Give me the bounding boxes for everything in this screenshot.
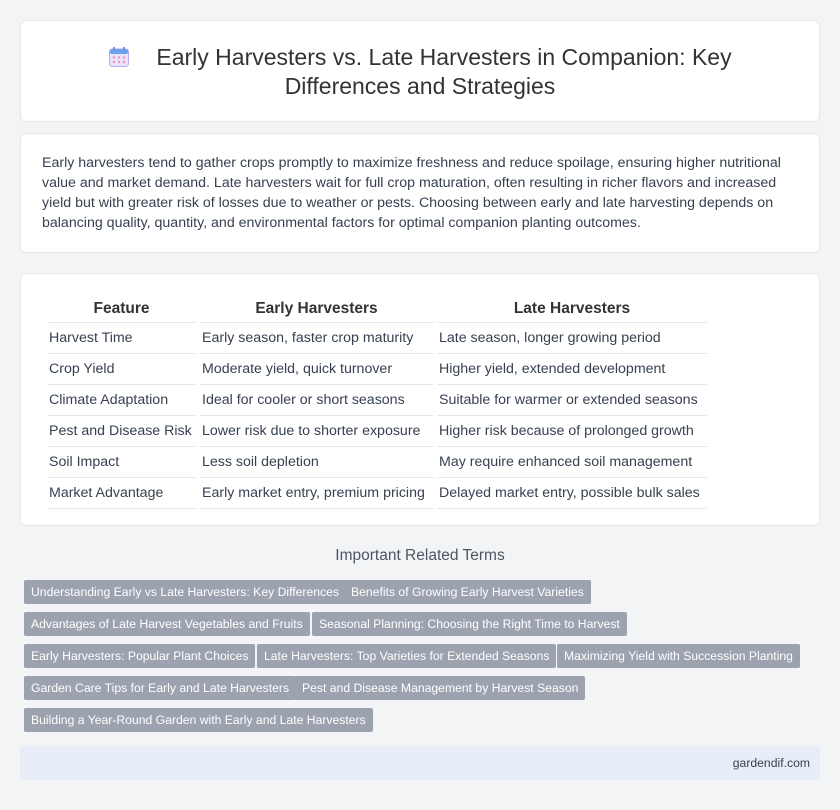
footer-site-link[interactable]: gardendif.com	[732, 756, 810, 770]
intro-paragraph: Early harvesters tend to gather crops promptly to maximize freshness and reduce spoilage, ensuring higher nutritional value and market demand. Late harvesters wait for full crop maturation, often resulting in richer flavors and increased yield but with greater risk of losses due to weather or pests. Choosing between early and late harvesting depends on balancing quality, quantity, and environmental factors for optimal companion planting outcomes.	[42, 155, 781, 231]
page-title: Early Harvesters vs. Late Harvesters in Companion: Key Differences and Strategies	[156, 44, 732, 99]
page-title-wrap	[21, 43, 819, 101]
comparison-table-card	[20, 273, 820, 526]
table-cell: Moderate yield, quick turnover	[200, 354, 433, 385]
table-cell: Crop Yield	[47, 354, 196, 385]
table-row	[47, 447, 707, 478]
calendar-icon	[108, 46, 130, 68]
table-cell: Harvest Time	[47, 323, 196, 354]
table-cell: Climate Adaptation	[47, 385, 196, 416]
table-cell: Higher yield, extended development	[437, 354, 707, 385]
table-header-row	[47, 296, 707, 323]
table-cell: Less soil depletion	[200, 447, 433, 478]
table-cell: Early season, faster crop maturity	[200, 323, 433, 354]
table-row	[47, 385, 707, 416]
related-tag[interactable]: Building a Year-Round Garden with Early and Late Harvesters	[24, 708, 373, 732]
table-cell: Ideal for cooler or short seasons	[200, 385, 433, 416]
header-card	[20, 20, 820, 122]
related-tag[interactable]: Understanding Early vs Late Harvesters: Key Differences	[24, 580, 346, 604]
table-row	[47, 478, 707, 509]
related-tag[interactable]: Late Harvesters: Top Varieties for Extended Seasons	[257, 644, 556, 668]
header-early: Early Harvesters	[200, 296, 433, 323]
comparison-table	[43, 296, 711, 509]
table-cell: Delayed market entry, possible bulk sales	[437, 478, 707, 509]
related-tag[interactable]: Seasonal Planning: Choosing the Right Time to Harvest	[312, 612, 627, 636]
table-cell: Lower risk due to shorter exposure	[200, 416, 433, 447]
related-tag[interactable]: Benefits of Growing Early Harvest Varieties	[344, 580, 591, 604]
table-cell: Market Advantage	[47, 478, 196, 509]
related-tag[interactable]: Early Harvesters: Popular Plant Choices	[24, 644, 255, 668]
related-tag[interactable]: Advantages of Late Harvest Vegetables and Fruits	[24, 612, 310, 636]
related-tag[interactable]: Garden Care Tips for Early and Late Harvesters	[24, 676, 296, 700]
table-row	[47, 354, 707, 385]
table-cell: Late season, longer growing period	[437, 323, 707, 354]
table-row	[47, 323, 707, 354]
table-row	[47, 416, 707, 447]
related-tag[interactable]: Maximizing Yield with Succession Planting	[557, 644, 800, 668]
table-cell: Higher risk because of prolonged growth	[437, 416, 707, 447]
table-cell: Suitable for warmer or extended seasons	[437, 385, 707, 416]
table-cell: May require enhanced soil management	[437, 447, 707, 478]
table-cell: Early market entry, premium pricing	[200, 478, 433, 509]
header-feature: Feature	[47, 296, 196, 323]
table-cell: Soil Impact	[47, 447, 196, 478]
footer	[20, 746, 820, 780]
intro-card	[20, 133, 820, 253]
table-cell: Pest and Disease Risk	[47, 416, 196, 447]
header-late: Late Harvesters	[437, 296, 707, 323]
related-tag[interactable]: Pest and Disease Management by Harvest Season	[295, 676, 585, 700]
related-terms-title: Important Related Terms	[335, 547, 505, 564]
